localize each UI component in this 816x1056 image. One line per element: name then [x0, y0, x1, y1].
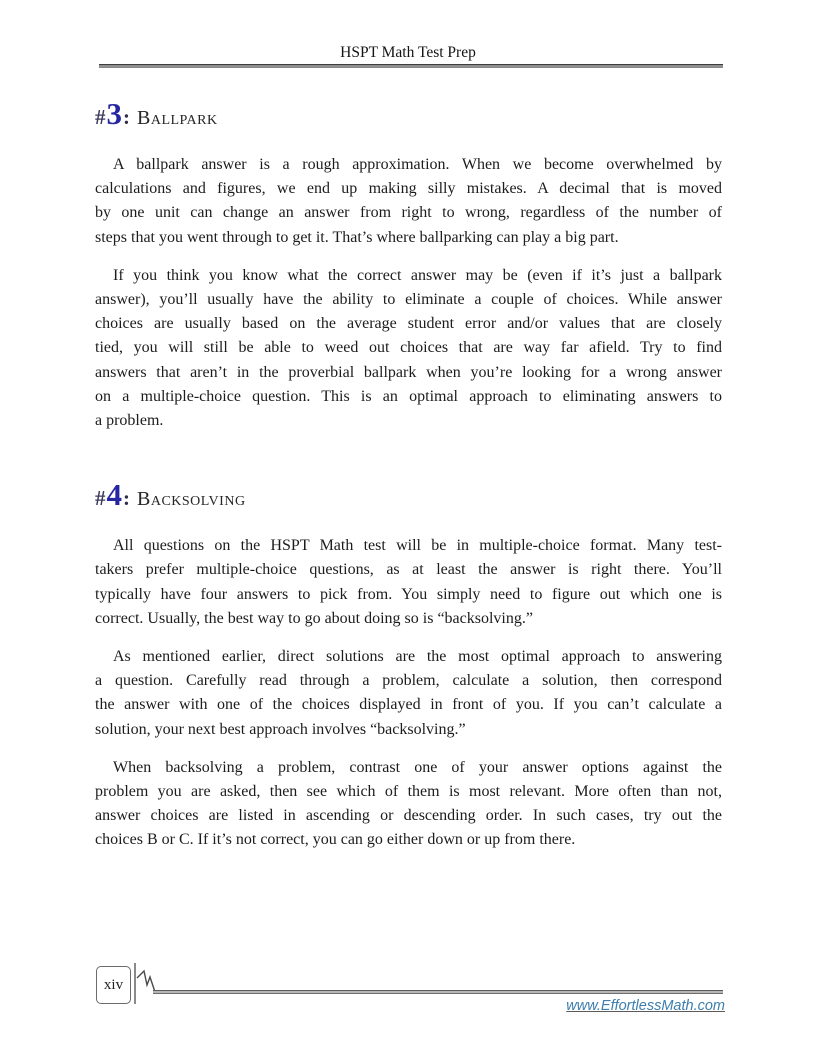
paragraph [95, 153, 722, 250]
footer-rule [153, 990, 723, 994]
paragraph [95, 264, 722, 433]
text-line: A ballpark answer is a rough approximation. When we become overwhelmed by [113, 156, 722, 173]
heading-title: Backsolving [137, 488, 246, 511]
text-line: correct. Usually, the best way to go about doing so is “backsolving.” [95, 609, 533, 627]
heading-number: 4 [106, 477, 122, 513]
text-line: takers prefer multiple-choice questions, as at least the answer is right there. You’ll [95, 561, 722, 579]
text-line: typically have four answers to pick from. You simply need to figure out which one is [95, 585, 722, 603]
paragraph [95, 645, 722, 742]
page-number: xiv [103, 976, 124, 993]
heading-hash-icon: # [95, 486, 106, 511]
text-line: answer), you’ll usually have the ability to eliminate a couple of choices. While answer [95, 291, 722, 309]
text-line: When backsolving a problem, contrast one of your answer options against the [113, 758, 722, 776]
text-line: answer choices are listed in ascending or descending order. In such cases, try out the [95, 807, 722, 825]
text-line: problem you are asked, then see which of them is most relevant. More often than not, [95, 783, 722, 801]
text-line: the answer with one of the choices displayed in front of you. If you can’t calculate a [95, 696, 722, 714]
text-line: a problem. [95, 412, 164, 430]
text-line: solution, your next best approach involves “backsolving.” [95, 720, 466, 738]
text-line: All questions on the HSPT Math test will be in multiple-choice format. Many test- [113, 537, 722, 555]
heading-title: Ballpark [137, 107, 218, 129]
text-line: on a multiple-choice question. This is an optimal approach to eliminating answers to [95, 387, 722, 405]
text-line: answers that aren’t in the proverbial ballpark when you’re looking for a wrong answer [95, 363, 722, 381]
text-line: If you think you know what the correct answer may be (even if it’s just a ballpark [113, 266, 722, 284]
page-content [95, 0, 722, 853]
text-line: steps that you went through to get it. That’s where ballparking can play a big part. [95, 228, 619, 246]
paragraph [95, 756, 722, 853]
heading-hash-icon: # [95, 105, 106, 129]
text-line: by one unit can change an answer from right to wrong, regardless of the number of [95, 204, 722, 222]
header-title: HSPT Math Test Prep [340, 44, 476, 61]
text-line: calculations and figures, we end up making silly mistakes. A decimal that is moved [95, 180, 722, 198]
heading-colon: : [123, 486, 130, 511]
heading-colon: : [123, 105, 130, 129]
text-line: choices are usually based on the average student error and/or values that are closely [95, 315, 722, 333]
section-heading [95, 96, 722, 138]
text-line: tied, you will still be able to weed out choices that are way far afield. Try to find [95, 339, 722, 357]
section-heading [95, 477, 722, 519]
text-line: choices B or C. If it’s not correct, you can go either down or up from there. [95, 831, 576, 849]
paragraph [95, 534, 722, 631]
text-line: a question. Carefully read through a problem, calculate a solution, then correspond [95, 672, 722, 690]
website-link[interactable]: www.EffortlessMath.com [566, 998, 725, 1014]
page-number-box [96, 966, 131, 1004]
text-line: As mentioned earlier, direct solutions are the most optimal approach to answering [113, 648, 722, 666]
heading-number: 3 [106, 96, 122, 131]
